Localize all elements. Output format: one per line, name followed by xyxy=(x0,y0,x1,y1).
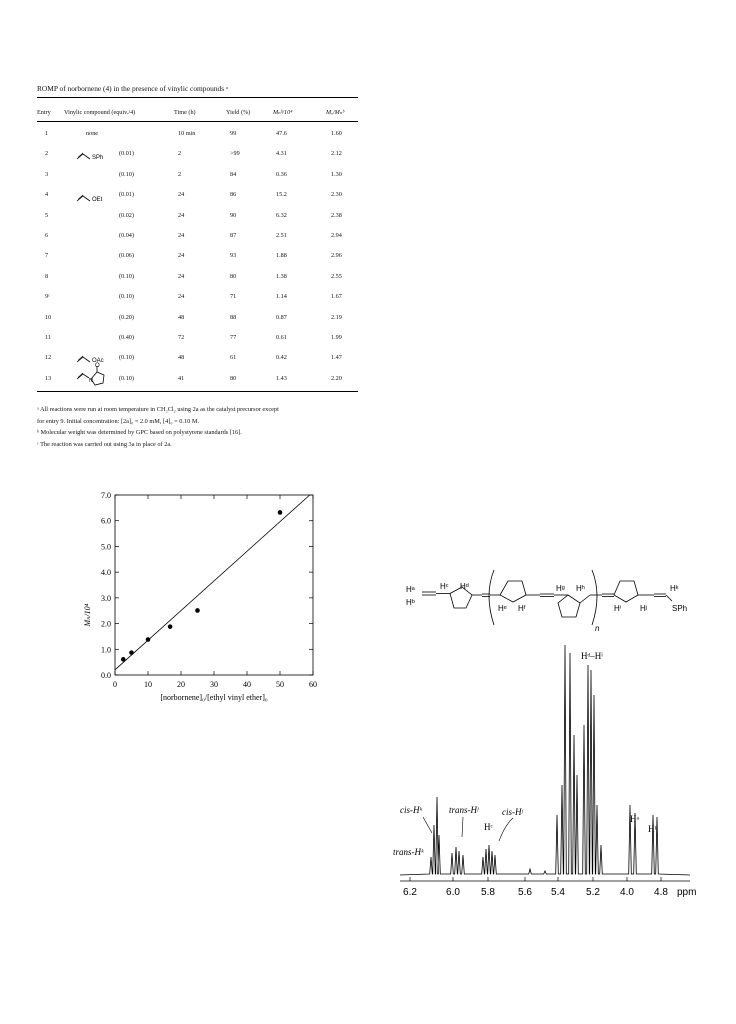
ppm-unit-label: ppm xyxy=(677,887,697,898)
cell-equiv: (0.40) xyxy=(119,334,134,341)
cell-yield: 88 xyxy=(230,313,237,321)
peak-annotation: cis-Hᵏ xyxy=(400,805,423,815)
data-point xyxy=(278,510,283,515)
cell-entry: 4 xyxy=(45,191,49,199)
cell-pdi: 2.12 xyxy=(331,150,342,158)
peak-annotation: cis-Hʲ xyxy=(502,807,523,817)
cell-pdi: 1.30 xyxy=(331,170,342,178)
cell-time: 24 xyxy=(178,272,185,280)
footnote-a: ᵃ All reactions were run at room temperature in CH₂Cl₂ using 2a as the catalyst precursor except xyxy=(37,406,279,413)
data-point xyxy=(168,624,173,629)
cell-time: 24 xyxy=(178,232,185,239)
annotation-arrow xyxy=(462,817,463,837)
h-g-label: Hᵍ xyxy=(556,584,565,593)
y-tick-label: 2.0 xyxy=(101,619,111,629)
ppm-tick-label: 4.8 xyxy=(654,887,668,898)
n-label: N xyxy=(89,378,93,384)
x-tick-label: 50 xyxy=(276,680,284,689)
cell-equiv: (0.01) xyxy=(119,191,134,199)
cell-yield: 84 xyxy=(230,170,237,178)
y-tick-label: 5.0 xyxy=(101,542,111,552)
x-tick-label: 60 xyxy=(309,680,317,689)
cell-equiv: (0.10) xyxy=(119,354,134,362)
cell-entry: 2 xyxy=(45,150,49,158)
cell-yield: 99 xyxy=(230,130,237,137)
data-point xyxy=(121,657,126,662)
y-tick-label: 6.0 xyxy=(101,516,111,526)
y-tick-label: 7.0 xyxy=(101,491,111,500)
h-d-label: Hᵈ xyxy=(460,582,469,591)
cell-compound: none xyxy=(86,130,99,137)
cell-pdi: 2.20 xyxy=(331,374,342,382)
cell-mn: 1.14 xyxy=(276,293,287,301)
header-compound: Vinylic compound (equiv./4) xyxy=(64,109,136,116)
repeat-n-label: n xyxy=(595,624,600,633)
sph-label: SPh xyxy=(92,155,104,161)
cell-yield: 87 xyxy=(230,232,237,239)
peak-annotation: Hᵃ xyxy=(630,814,639,824)
sph-end-label: SPh xyxy=(672,604,688,613)
annotation-arrow xyxy=(423,817,432,833)
data-point xyxy=(195,608,200,613)
cell-time: 24 xyxy=(178,191,185,199)
x-tick-label: 10 xyxy=(144,680,152,689)
cell-equiv: (0.02) xyxy=(119,211,134,219)
cell-time: 24 xyxy=(178,293,185,301)
cell-pdi: 2.38 xyxy=(331,211,342,219)
cell-time: 2 xyxy=(178,150,182,158)
h-c-label: Hᶜ xyxy=(440,582,449,591)
cell-entry: 6 xyxy=(45,232,49,239)
cell-mn: 1.38 xyxy=(276,272,287,280)
cell-time: 48 xyxy=(178,354,185,362)
ethyl-vinyl-ether-structure xyxy=(75,190,115,204)
cell-equiv: (0.10) xyxy=(119,272,134,280)
h-j-label: Hʲ xyxy=(640,604,648,613)
peak-annotation: Hᶜ xyxy=(484,822,493,832)
cell-pdi: 1.99 xyxy=(331,334,342,341)
y-axis-label: Mₙ/10⁴ xyxy=(83,603,92,627)
ppm-tick-label: 4.0 xyxy=(620,887,634,898)
cell-pdi: 2.55 xyxy=(331,272,342,280)
cell-yield: 61 xyxy=(230,354,237,362)
h-a-label: Hᵃ xyxy=(406,585,415,594)
cell-entry: 1 xyxy=(45,130,49,137)
cell-equiv: (0.20) xyxy=(119,313,134,321)
x-axis-label: [norbornene]₀/[ethyl vinyl ether]₀ xyxy=(160,693,268,702)
cell-entry: 12 xyxy=(45,354,52,362)
header-pdi: Mᵤ/Mₙᵇ xyxy=(326,109,345,116)
data-point xyxy=(146,637,151,642)
peak-annotation: trans-Hʲ xyxy=(449,805,479,815)
header-time: Time (h) xyxy=(174,109,196,116)
cell-mn: 15.2 xyxy=(276,191,287,199)
spectrum-area xyxy=(393,645,696,898)
cell-time: 41 xyxy=(178,374,185,382)
h-k-label: Hᵏ xyxy=(670,584,679,593)
table-bottom-rule xyxy=(37,391,358,392)
peak-annotation: trans-Hᵏ xyxy=(393,847,424,857)
header-yield: Yield (%) xyxy=(226,109,251,116)
x-tick-label: 20 xyxy=(177,680,185,689)
cell-mn: 2.51 xyxy=(276,232,287,239)
oac-label: OAc xyxy=(92,358,104,364)
spectrum-trace xyxy=(400,645,690,875)
ppm-tick-label: 5.6 xyxy=(518,887,532,898)
header-mn: Mₙᵇ/10⁴ xyxy=(273,109,293,116)
fit-line xyxy=(115,495,310,670)
cell-time: 24 xyxy=(178,211,185,219)
cell-mn: 0.36 xyxy=(276,170,287,178)
y-tick-label: 3.0 xyxy=(101,593,111,603)
cell-time: 48 xyxy=(178,313,185,321)
cell-entry: 3 xyxy=(45,170,49,178)
cell-yield: >99 xyxy=(230,150,240,158)
cell-yield: 86 xyxy=(230,191,237,199)
ppm-tick-label: 5.8 xyxy=(481,887,495,898)
cell-equiv: (0.10) xyxy=(119,374,134,382)
cell-equiv: (0.04) xyxy=(119,232,134,239)
y-tick-label: 1.0 xyxy=(101,645,111,655)
table-footnotes xyxy=(37,404,367,450)
cell-mn: 0.42 xyxy=(276,354,287,362)
table-header-rule xyxy=(37,121,358,122)
cell-time: 72 xyxy=(178,334,185,341)
footnote-c: ᶜ The reaction was carried out using 3a in place of 2a. xyxy=(37,440,172,448)
footnote-b: ᵇ Molecular weight was determined by GPC based on polystyrene standards [16]. xyxy=(37,429,242,437)
nmr-spectrum xyxy=(385,645,705,915)
peak-annotation: Hᵈ–Hⁱ xyxy=(581,651,603,661)
cell-equiv: (0.10) xyxy=(119,170,134,178)
h-e-label: Hᵉ xyxy=(498,604,507,613)
cell-pdi: 2.30 xyxy=(331,191,342,199)
x-tick-label: 40 xyxy=(243,680,251,689)
ppm-tick-label: 6.0 xyxy=(446,887,460,898)
cell-pdi: 1.67 xyxy=(331,293,342,301)
table-header-row xyxy=(37,105,358,119)
cell-equiv: (0.06) xyxy=(119,252,134,260)
cell-mn: 1.88 xyxy=(276,252,287,260)
cell-pdi: 1.60 xyxy=(331,130,342,137)
cell-entry: 10 xyxy=(45,313,52,321)
y-tick-label: 4.0 xyxy=(101,568,111,578)
x-tick-label: 30 xyxy=(210,680,218,689)
cell-equiv: (0.01) xyxy=(119,150,134,158)
cell-time: 10 min xyxy=(178,130,196,137)
cell-mn: 1.43 xyxy=(276,374,287,382)
annotation-arrow xyxy=(499,818,513,841)
cell-mn: 6.32 xyxy=(276,211,287,219)
cell-pdi: 2.94 xyxy=(331,232,342,239)
cell-yield: 77 xyxy=(230,334,237,341)
cell-yield: 93 xyxy=(230,252,237,260)
table-caption: ROMP of norbornene (4) in the presence of vinylic compounds ᵃ xyxy=(37,84,228,93)
vinylpyrrolidone-structure xyxy=(75,362,115,390)
cell-mn: 47.6 xyxy=(276,130,287,137)
cell-entry: 11 xyxy=(45,334,51,341)
h-f-label: Hᶠ xyxy=(518,604,526,613)
data-point xyxy=(129,650,134,655)
cell-pdi: 2.96 xyxy=(331,252,342,260)
plot-frame xyxy=(115,495,313,675)
y-tick-label: 0.0 xyxy=(101,671,111,680)
x-tick-label: 0 xyxy=(113,680,117,689)
cell-yield: 90 xyxy=(230,211,237,219)
cell-entry: 9ᶜ xyxy=(45,293,50,301)
mn-vs-ratio-plot xyxy=(70,485,340,710)
cell-yield: 80 xyxy=(230,374,237,382)
cell-mn: 0.61 xyxy=(276,334,287,341)
oet-label: OEt xyxy=(92,197,103,203)
footnote-a-cont: for entry 9. Initial concentration: [2a]₀ = 2.0 mM, [4]₀ = 0.10 M. xyxy=(37,417,200,425)
h-h-label: Hʰ xyxy=(576,584,585,593)
cell-pdi: 2.19 xyxy=(331,313,342,321)
table-top-rule xyxy=(37,97,358,98)
cell-entry: 8 xyxy=(45,272,49,280)
cell-entry: 13 xyxy=(45,374,52,382)
plot-area xyxy=(83,491,317,702)
cell-entry: 5 xyxy=(45,211,49,219)
cell-yield: 71 xyxy=(230,293,237,301)
ppm-tick-label: 5.2 xyxy=(586,887,600,898)
vinyl-sulfide-structure xyxy=(75,148,115,162)
h-i-label: Hⁱ xyxy=(614,604,622,613)
cell-entry: 7 xyxy=(45,252,49,260)
ppm-tick-label: 5.4 xyxy=(551,887,565,898)
cell-mn: 0.87 xyxy=(276,313,287,321)
cell-yield: 80 xyxy=(230,272,237,280)
o-label: O xyxy=(95,363,100,369)
cell-time: 24 xyxy=(178,252,185,260)
cell-time: 2 xyxy=(178,170,182,178)
h-b-label: Hᵇ xyxy=(406,598,415,607)
cell-equiv: (0.10) xyxy=(119,293,134,301)
peak-annotation: Hᵇ xyxy=(648,824,658,834)
header-entry: Entry xyxy=(37,109,51,116)
cell-pdi: 1.47 xyxy=(331,354,342,362)
polymer-structure xyxy=(400,565,710,640)
cell-mn: 4.31 xyxy=(276,150,287,158)
ppm-tick-label: 6.2 xyxy=(403,887,417,898)
